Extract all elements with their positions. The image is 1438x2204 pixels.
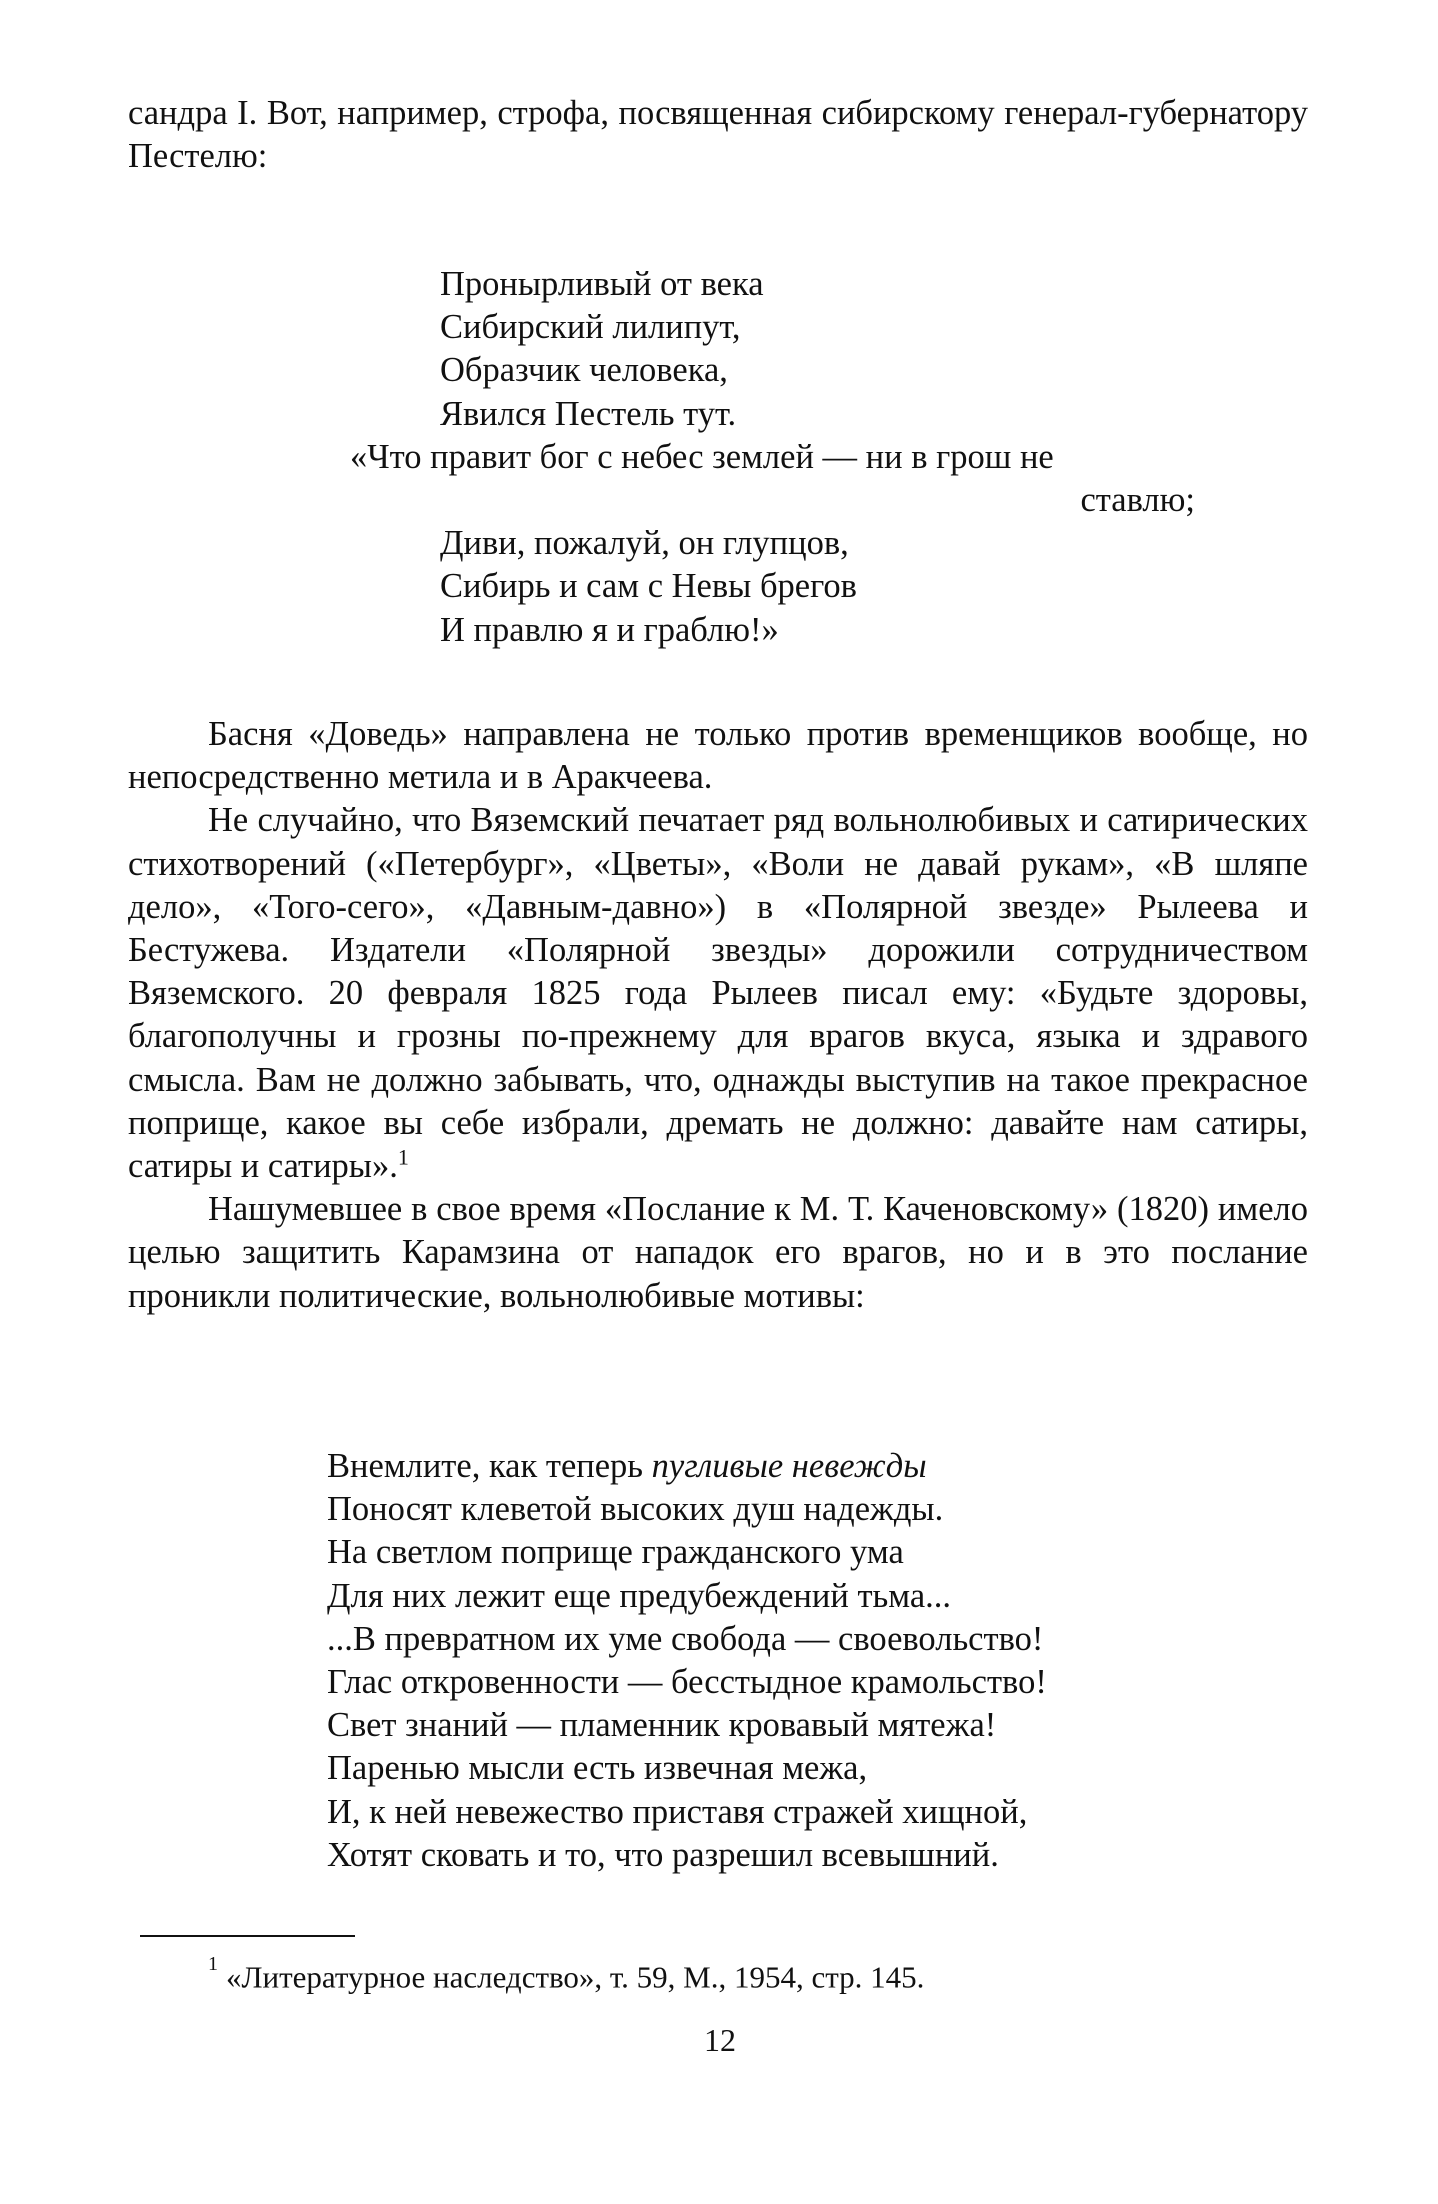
verse-line: И, к ней невежество приставя стражей хищной, [327,1792,1028,1831]
verse-line: Сибирь и сам с Невы брегов [440,567,857,606]
footnote-mark: 1 [208,1953,218,1975]
main-text-block [128,713,1308,1318]
verse-line: И правлю я и граблю!» [440,610,779,649]
verse-line: Поносят клеветой высоких душ надежды. [327,1490,944,1529]
top-paragraph-block [128,92,1308,178]
verse-line: Глас откровенности — бесстыдное крамольство! [327,1663,1047,1702]
footnote-reference: 1 [397,1144,409,1170]
paragraph-dovedj: Басня «Доведь» направлена не только против временщиков вообще, но непосредственно метила и в Аракчеева. [128,715,1308,797]
verse-line-plain: Внемлите, как теперь [327,1447,652,1485]
verse-line: Хотят сковать и то, что разрешил всевышний. [327,1835,999,1874]
verse-line: Для них лежит еще предубеждений тьма... [327,1576,952,1615]
paragraph-vyazemsky [128,799,1308,1188]
verse-line: Пронырливый от века [440,265,764,303]
verse-line: Паренью мысли есть извечная межа, [327,1749,868,1788]
paragraph-kachenovsky: Нашумевшее в свое время «Послание к М. Т. Каченовскому» (1820) имело целью защитить Карамзина от нападок его врагов, но и в это послание проникли политические, вольнолюбивые мотивы: [128,1190,1308,1315]
verse-pestel [350,263,1195,652]
footnote [208,1950,924,1997]
page-number: 12 [704,2022,736,2058]
verse-line: Свет знаний — пламенник кровавый мятежа! [327,1706,997,1745]
footnote-text: «Литературное наследство», т. 59, М., 1954, стр. 145. [226,1959,925,1995]
verse-line: Образчик человека, [440,351,728,390]
verse-line: «Что правит бог с небес землей — ни в грош не [350,437,1054,476]
paragraph-vyazemsky-text: Не случайно, что Вяземский печатает ряд вольнолюбивых и сатирических стихотворений («Петербург», «Цветы», «Воли не давай рукам», «В шляпе дело», «Того-сего», «Давным-давно») в «Полярной звезде» Рылеева и Бестужева. Издатели «Полярной звезды» дорожили сотрудничеством Вяземского. 20 февраля 1825 года Рылеев писал ему: «Будьте здоровы, благополучны и грозны по-прежнему для врагов вкуса, языка и здравого смысла. Вам не должно забывать, что, однажды выступив на такое прекрасное поприще, какое вы себе избрали, дремать не должно: давайте нам сатиры, сатиры и сатиры». [128,801,1308,1186]
verse-line [327,1445,1047,1488]
verse-line-italic: пугливые невежды [651,1447,927,1485]
paragraph-top: сандра I. Вот, например, строфа, посвященная сибирскому генерал-губернатору Пестелю: [128,94,1308,176]
verse-line: Сибирский лилипут, [440,308,741,347]
footnote-divider [140,1935,355,1937]
verse-line: Явился Пестель тут. [440,394,737,433]
verse-line: На светлом поприще гражданского ума [327,1533,904,1572]
verse-line-continued: ставлю; [1080,481,1195,520]
verse-kachenovsky [327,1445,1047,1877]
verse-line: Диви, пожалуй, он глупцов, [440,524,849,563]
verse-line: ...В превратном их уме свобода — своевольство! [327,1619,1044,1658]
